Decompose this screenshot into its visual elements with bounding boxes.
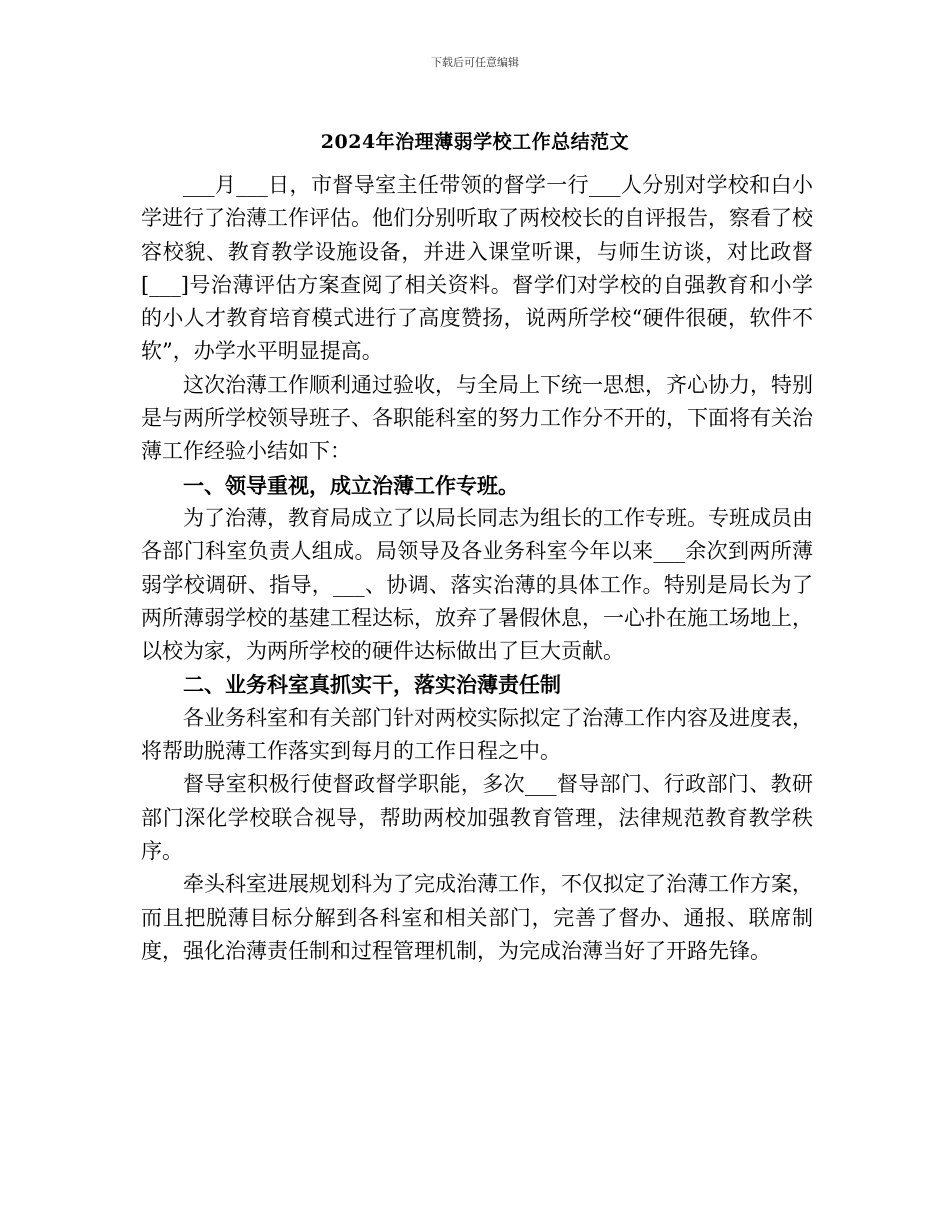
paragraph-supervision: 督导室积极行使督政督学职能，多次___督导部门、行政部门、教研部门深化学校联合视导，帮助两校加强教育管理，法律规范教育教学秩序。 (141, 772, 813, 863)
paragraph-evaluation: ___月___日，市督导室主任带领的督学一行___人分别对学校和白小学进行了治薄工作评估。他们分别听取了两校校长的自评报告，察看了校容校貌、教育教学设施设备，并进入课堂听课，与师生访谈，对比政督[___]号治薄评估方案查阅了相关资料。督学们对学校的自强教育和小学的小人才教育培育模式进行了高度赞扬，说两所学校“硬件很硬，软件不软”，办学水平明显提高。 (141, 173, 813, 364)
header-note: 下载后可任意编辑 (431, 56, 519, 69)
paragraph-schedule: 各业务科室和有关部门针对两校实际拟定了治薄工作内容及进度表，将帮助脱薄工作落实到每月的工作日程之中。 (141, 705, 813, 764)
paragraph-summary-intro: 这次治薄工作顺利通过验收，与全局上下统一思想，齐心协力，特别是与两所学校领导班子、各职能科室的努力工作分不开的，下面将有关治薄工作经验小结如下： (141, 372, 813, 464)
section-heading-responsibility: 二、业务科室真抓实干，落实治薄责任制 (183, 672, 561, 698)
paragraph-planning: 牵头科室进展规划科为了完成治薄工作，不仅拟定了治薄工作方案，而且把脱薄目标分解到各科室和相关部门，完善了督办、通报、联席制度，强化治薄责任制和过程管理机制，为完成治薄当好了开路先锋。 (141, 872, 813, 963)
section-heading-leadership: 一、领导重视，成立治薄工作专班。 (183, 472, 519, 498)
document-title: 2024年治理薄弱学校工作总结范文 (320, 131, 630, 153)
document-body (141, 169, 813, 968)
paragraph-leadership: 为了治薄，教育局成立了以局长同志为组长的工作专班。专班成员由各部门科室负责人组成。局领导及各业务科室今年以来___余次到两所薄弱学校调研、指导，___、协调、落实治薄的具体工作。特别是局长为了两所薄弱学校的基建工程达标，放弃了暑假休息，一心扑在施工场地上，以校为家，为两所学校的硬件达标做出了巨大贡献。 (141, 505, 813, 664)
